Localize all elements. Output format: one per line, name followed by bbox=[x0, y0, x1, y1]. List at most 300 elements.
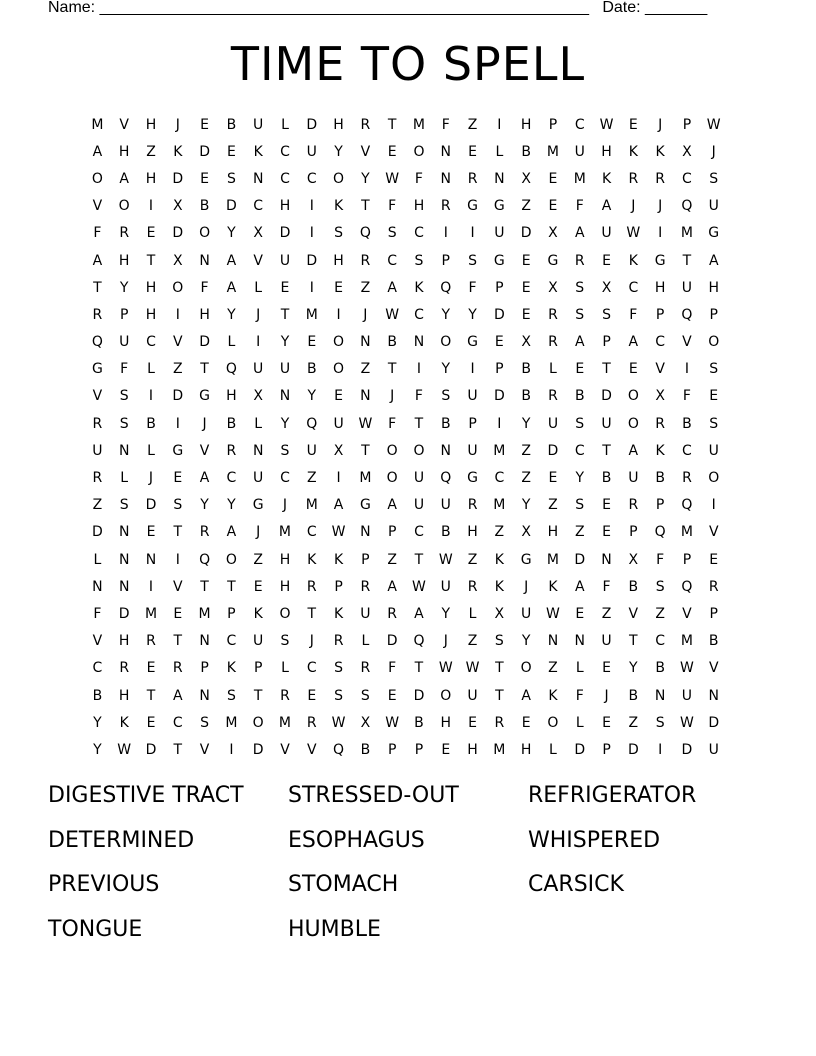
grid-letter: N bbox=[360, 388, 371, 405]
grid-letter: N bbox=[440, 170, 451, 187]
grid-letter: X bbox=[628, 551, 639, 568]
grid-letter: U bbox=[547, 415, 559, 432]
grid-letter: X bbox=[521, 170, 531, 187]
grid-letter: B bbox=[628, 687, 639, 704]
grid-letter: O bbox=[627, 388, 639, 405]
grid-letter: T bbox=[361, 442, 370, 459]
grid-letter: T bbox=[387, 116, 397, 133]
grid-letter: R bbox=[467, 578, 478, 595]
grid-letter: R bbox=[628, 497, 639, 514]
grid-letter: A bbox=[92, 252, 103, 269]
grid-letter: B bbox=[306, 361, 317, 378]
grid-letter: Q bbox=[681, 497, 693, 514]
grid-letter: P bbox=[495, 361, 504, 378]
grid-letter: R bbox=[306, 714, 317, 731]
grid-letter: R bbox=[467, 170, 478, 187]
grid-letter: F bbox=[200, 279, 209, 296]
grid-letter: H bbox=[333, 252, 344, 269]
grid-letter: G bbox=[199, 388, 211, 405]
grid-letter: K bbox=[494, 578, 504, 595]
grid-letter: C bbox=[387, 252, 398, 269]
grid-letter: E bbox=[334, 279, 343, 296]
grid-letter: D bbox=[574, 741, 586, 758]
grid-letter: Q bbox=[681, 198, 693, 215]
grid-letter: X bbox=[521, 524, 531, 541]
grid-letter: U bbox=[440, 497, 451, 514]
grid-letter: S bbox=[655, 714, 665, 731]
grid-letter: M bbox=[225, 714, 238, 731]
grid-letter: D bbox=[386, 633, 398, 650]
grid-letter: K bbox=[548, 687, 558, 704]
grid-letter: O bbox=[708, 470, 720, 487]
grid-letter: Y bbox=[227, 306, 236, 323]
grid-letter: G bbox=[493, 252, 505, 269]
grid-letter: U bbox=[708, 442, 719, 459]
grid-letter: R bbox=[146, 633, 156, 650]
grid-letter: J bbox=[175, 116, 180, 133]
grid-letter: E bbox=[628, 361, 638, 378]
grid-letter: C bbox=[92, 660, 103, 677]
grid-letter: U bbox=[413, 497, 425, 514]
grid-letter: Z bbox=[360, 279, 371, 296]
grid-letter: E bbox=[521, 279, 531, 296]
word-list-item: PREVIOUS bbox=[48, 872, 160, 897]
grid-letter: L bbox=[495, 143, 504, 160]
grid-letter: A bbox=[387, 497, 397, 514]
grid-letter: E bbox=[602, 714, 611, 731]
grid-letter: I bbox=[175, 306, 180, 323]
grid-letter: R bbox=[574, 252, 585, 269]
grid-letter: E bbox=[280, 279, 290, 296]
grid-letter: X bbox=[521, 334, 531, 351]
grid-letter: K bbox=[253, 605, 263, 622]
grid-letter: E bbox=[146, 714, 156, 731]
grid-letter: P bbox=[119, 306, 129, 323]
grid-letter: F bbox=[602, 578, 611, 595]
grid-letter: E bbox=[548, 470, 558, 487]
grid-letter: E bbox=[709, 551, 719, 568]
grid-letter: E bbox=[628, 116, 638, 133]
grid-letter: H bbox=[333, 116, 344, 133]
grid-letter: A bbox=[92, 143, 103, 160]
grid-letter: C bbox=[226, 470, 237, 487]
grid-letter: B bbox=[440, 524, 451, 541]
grid-letter: Y bbox=[441, 361, 451, 378]
grid-letter: T bbox=[414, 415, 424, 432]
grid-letter: K bbox=[548, 578, 558, 595]
grid-letter: F bbox=[656, 551, 665, 568]
grid-letter: P bbox=[682, 551, 692, 568]
grid-letter: V bbox=[92, 633, 103, 650]
grid-letter: F bbox=[120, 361, 129, 378]
grid-letter: R bbox=[360, 578, 371, 595]
word-list-item: ESOPHAGUS bbox=[288, 827, 425, 853]
grid-letter: M bbox=[546, 551, 559, 568]
grid-letter: X bbox=[655, 388, 665, 405]
grid-letter: G bbox=[708, 225, 720, 242]
grid-letter: O bbox=[279, 605, 291, 622]
grid-letter: G bbox=[467, 470, 478, 487]
grid-letter: Z bbox=[92, 497, 103, 514]
grid-letter: L bbox=[147, 361, 155, 378]
word-list bbox=[48, 774, 768, 952]
grid-letter: S bbox=[414, 252, 424, 269]
grid-letter: S bbox=[709, 361, 719, 378]
grid-letter: D bbox=[172, 170, 184, 187]
grid-letter: C bbox=[574, 442, 585, 459]
grid-letter: Z bbox=[548, 660, 558, 677]
grid-letter: Q bbox=[359, 225, 371, 242]
grid-letter: N bbox=[252, 442, 264, 459]
grid-letter: N bbox=[199, 252, 210, 269]
grid-letter: O bbox=[708, 334, 720, 351]
grid-letter: H bbox=[547, 524, 559, 541]
grid-letter: Q bbox=[91, 334, 103, 351]
grid-letter: E bbox=[602, 524, 611, 541]
grid-letter: B bbox=[655, 660, 665, 677]
grid-letter: R bbox=[306, 578, 317, 595]
grid-letter: R bbox=[655, 415, 665, 432]
grid-letter: W bbox=[117, 741, 132, 758]
grid-letter: R bbox=[119, 660, 130, 677]
grid-letter: B bbox=[440, 415, 451, 432]
grid-letter: H bbox=[145, 306, 157, 323]
grid-letter: T bbox=[93, 279, 102, 296]
word-list-item: STRESSED-OUT bbox=[288, 783, 459, 808]
grid-letter: E bbox=[494, 334, 504, 351]
grid-letter: C bbox=[280, 470, 290, 487]
grid-letter: O bbox=[413, 143, 425, 160]
grid-letter: T bbox=[387, 361, 397, 378]
grid-letter: S bbox=[173, 497, 183, 514]
grid-letter: O bbox=[252, 714, 264, 731]
grid-letter: C bbox=[414, 306, 424, 323]
grid-letter: H bbox=[467, 524, 478, 541]
word-list-item: CARSICK bbox=[528, 872, 624, 897]
grid-letter: Z bbox=[387, 551, 397, 568]
grid-letter: V bbox=[655, 361, 665, 378]
grid-letter: C bbox=[226, 633, 237, 650]
grid-letter: T bbox=[253, 687, 263, 704]
grid-letter: O bbox=[333, 170, 345, 187]
grid-letter: M bbox=[305, 497, 318, 514]
grid-letter: M bbox=[493, 741, 506, 758]
grid-letter: Y bbox=[521, 497, 531, 514]
grid-letter: E bbox=[521, 252, 531, 269]
grid-letter: S bbox=[709, 415, 719, 432]
grid-letter: H bbox=[440, 714, 452, 731]
grid-letter: Y bbox=[441, 605, 451, 622]
grid-letter: N bbox=[118, 524, 130, 541]
name-field-label: Name: _______________________________________________________ bbox=[48, 0, 589, 16]
grid-letter: D bbox=[252, 741, 264, 758]
grid-letter: Y bbox=[629, 660, 638, 677]
grid-letter: E bbox=[709, 388, 719, 405]
grid-letter: D bbox=[145, 741, 157, 758]
grid-letter: P bbox=[709, 605, 718, 622]
grid-letter: R bbox=[92, 470, 103, 487]
grid-letter: E bbox=[307, 687, 317, 704]
grid-letter: V bbox=[119, 116, 129, 133]
grid-letter: W bbox=[385, 170, 400, 187]
grid-letter: T bbox=[495, 660, 504, 677]
grid-letter: L bbox=[93, 551, 102, 568]
grid-letter: C bbox=[414, 524, 424, 541]
grid-letter: F bbox=[629, 306, 638, 323]
grid-letter: Q bbox=[225, 361, 237, 378]
grid-letter: E bbox=[173, 470, 183, 487]
grid-letter: K bbox=[333, 551, 344, 568]
grid-letter: Z bbox=[494, 524, 505, 541]
grid-letter: I bbox=[443, 225, 448, 242]
grid-letter: C bbox=[414, 225, 424, 242]
grid-letter: F bbox=[93, 605, 102, 622]
grid-letter: N bbox=[360, 524, 371, 541]
grid-letter: P bbox=[602, 334, 611, 351]
grid-letter: R bbox=[226, 442, 237, 459]
grid-letter: Y bbox=[521, 415, 531, 432]
grid-letter: B bbox=[226, 415, 237, 432]
grid-letter: K bbox=[253, 143, 263, 160]
grid-letter: B bbox=[226, 116, 237, 133]
grid-letter: U bbox=[521, 605, 532, 622]
grid-letter: D bbox=[413, 687, 425, 704]
grid-letter: S bbox=[441, 388, 451, 405]
grid-letter: X bbox=[333, 442, 344, 459]
grid-letter: B bbox=[146, 415, 156, 432]
grid-letter: Y bbox=[468, 306, 477, 323]
grid-letter: G bbox=[252, 497, 264, 514]
grid-letter: I bbox=[175, 415, 180, 432]
grid-letter: Z bbox=[467, 633, 478, 650]
grid-letter: D bbox=[145, 497, 157, 514]
grid-letter: M bbox=[278, 714, 292, 731]
grid-letter: W bbox=[438, 660, 453, 677]
grid-letter: U bbox=[708, 198, 719, 215]
grid-letter: C bbox=[280, 143, 290, 160]
grid-letter: U bbox=[467, 388, 478, 405]
grid-letter: F bbox=[388, 660, 397, 677]
grid-letter: C bbox=[682, 442, 692, 459]
grid-letter: Y bbox=[227, 497, 236, 514]
grid-letter: E bbox=[146, 524, 156, 541]
grid-letter: R bbox=[655, 170, 665, 187]
grid-letter: Q bbox=[681, 578, 693, 595]
grid-letter: R bbox=[92, 306, 103, 323]
grid-letter: A bbox=[574, 334, 585, 351]
grid-letter: J bbox=[256, 524, 261, 541]
grid-letter: E bbox=[602, 497, 611, 514]
grid-letter: F bbox=[93, 225, 102, 242]
grid-letter: V bbox=[280, 741, 290, 758]
grid-letter: D bbox=[199, 334, 210, 351]
grid-letter: S bbox=[468, 252, 477, 269]
grid-letter: H bbox=[118, 143, 130, 160]
grid-letter: N bbox=[654, 687, 666, 704]
grid-letter: E bbox=[548, 170, 558, 187]
grid-letter: U bbox=[440, 578, 451, 595]
grid-letter: O bbox=[627, 415, 639, 432]
grid-letter: S bbox=[494, 633, 504, 650]
grid-letter: U bbox=[306, 442, 317, 459]
grid-letter: V bbox=[199, 442, 210, 459]
grid-letter: J bbox=[202, 415, 207, 432]
grid-letter: B bbox=[521, 361, 531, 378]
grid-letter: Y bbox=[93, 741, 102, 758]
grid-letter: R bbox=[280, 687, 290, 704]
grid-letter: A bbox=[628, 442, 639, 459]
grid-letter: M bbox=[91, 116, 104, 133]
grid-letter: E bbox=[387, 687, 397, 704]
grid-letter: D bbox=[172, 388, 184, 405]
grid-letter: E bbox=[602, 252, 611, 269]
grid-letter: A bbox=[199, 470, 210, 487]
grid-letter: T bbox=[146, 687, 156, 704]
grid-letter: L bbox=[147, 442, 155, 459]
grid-letter: O bbox=[199, 225, 211, 242]
grid-letter: P bbox=[414, 741, 424, 758]
grid-letter: C bbox=[306, 170, 317, 187]
grid-letter: R bbox=[333, 633, 344, 650]
grid-letter: Q bbox=[199, 551, 211, 568]
grid-letter: S bbox=[602, 306, 611, 323]
grid-letter: U bbox=[574, 143, 585, 160]
grid-letter: T bbox=[200, 361, 209, 378]
grid-letter: C bbox=[280, 170, 290, 187]
grid-letter: L bbox=[549, 741, 557, 758]
grid-letter: E bbox=[173, 605, 183, 622]
grid-letter: X bbox=[253, 225, 263, 242]
grid-letter: U bbox=[681, 279, 693, 296]
grid-letter: D bbox=[118, 605, 130, 622]
grid-letter: B bbox=[601, 470, 612, 487]
grid-letter: A bbox=[119, 170, 129, 187]
grid-letter: U bbox=[413, 470, 425, 487]
grid-letter: Z bbox=[521, 442, 531, 459]
grid-letter: H bbox=[467, 741, 478, 758]
grid-letter: S bbox=[119, 415, 129, 432]
grid-letter: V bbox=[253, 252, 263, 269]
grid-letter: Y bbox=[227, 225, 236, 242]
grid-letter: F bbox=[468, 279, 477, 296]
grid-letter: V bbox=[173, 334, 183, 351]
grid-letter: P bbox=[602, 741, 611, 758]
grid-letter: S bbox=[119, 497, 129, 514]
grid-letter: N bbox=[145, 551, 157, 568]
grid-letter: I bbox=[309, 225, 314, 242]
grid-letter: H bbox=[654, 279, 666, 296]
grid-letter: R bbox=[440, 198, 451, 215]
grid-letter: Z bbox=[172, 361, 183, 378]
grid-letter: W bbox=[331, 714, 346, 731]
grid-letter: A bbox=[574, 225, 585, 242]
grid-letter: S bbox=[226, 687, 236, 704]
grid-letter: H bbox=[199, 306, 210, 323]
grid-letter: I bbox=[336, 470, 341, 487]
grid-letter: Y bbox=[280, 415, 290, 432]
grid-letter: B bbox=[708, 633, 719, 650]
grid-letter: U bbox=[681, 687, 693, 704]
grid-letter: Z bbox=[467, 551, 478, 568]
grid-letter: R bbox=[548, 388, 558, 405]
grid-letter: N bbox=[360, 334, 371, 351]
grid-letter: U bbox=[494, 225, 505, 242]
grid-letter: O bbox=[333, 361, 345, 378]
grid-letter: I bbox=[497, 116, 502, 133]
grid-letter: O bbox=[413, 442, 425, 459]
grid-letter: G bbox=[520, 551, 532, 568]
grid-letter: T bbox=[173, 633, 183, 650]
grid-letter: J bbox=[390, 388, 395, 405]
grid-letter: D bbox=[92, 524, 103, 541]
grid-letter: H bbox=[145, 279, 157, 296]
grid-letter: E bbox=[334, 388, 343, 405]
grid-letter: E bbox=[575, 361, 585, 378]
grid-letter: K bbox=[655, 143, 665, 160]
grid-letter: M bbox=[198, 605, 211, 622]
grid-letter: E bbox=[146, 225, 156, 242]
grid-letter: F bbox=[414, 170, 423, 187]
grid-letter: Y bbox=[441, 306, 451, 323]
grid-letter: R bbox=[119, 225, 130, 242]
grid-letter: A bbox=[708, 252, 719, 269]
grid-letter: D bbox=[306, 252, 318, 269]
grid-letter: S bbox=[280, 442, 290, 459]
grid-letter: N bbox=[92, 578, 103, 595]
grid-letter: X bbox=[548, 279, 558, 296]
grid-letter: N bbox=[118, 551, 130, 568]
grid-letter: L bbox=[281, 116, 289, 133]
grid-letter: H bbox=[145, 116, 157, 133]
grid-letter: M bbox=[680, 524, 693, 541]
grid-letter: G bbox=[467, 334, 478, 351]
grid-letter: E bbox=[441, 741, 451, 758]
grid-letter: A bbox=[521, 687, 531, 704]
grid-letter: Y bbox=[521, 633, 531, 650]
grid-letter: H bbox=[279, 578, 291, 595]
grid-letter: E bbox=[226, 143, 236, 160]
grid-letter: T bbox=[682, 252, 692, 269]
grid-letter: V bbox=[708, 660, 719, 677]
grid-letter: O bbox=[386, 470, 398, 487]
grid-letter: Y bbox=[93, 714, 102, 731]
grid-letter: V bbox=[682, 334, 692, 351]
grid-letter: K bbox=[226, 660, 236, 677]
grid-letter: R bbox=[628, 170, 639, 187]
grid-letter: E bbox=[146, 660, 156, 677]
grid-letter: K bbox=[628, 252, 638, 269]
grid-letter: Z bbox=[574, 524, 585, 541]
grid-letter: E bbox=[521, 306, 531, 323]
grid-letter: T bbox=[146, 252, 156, 269]
grid-letter: I bbox=[711, 497, 716, 514]
grid-letter: P bbox=[441, 252, 450, 269]
grid-letter: E bbox=[387, 143, 397, 160]
grid-letter: J bbox=[363, 306, 368, 323]
grid-letter: Z bbox=[601, 605, 612, 622]
grid-letter: C bbox=[655, 334, 666, 351]
grid-letter: Z bbox=[306, 470, 317, 487]
grid-letter: O bbox=[118, 198, 130, 215]
grid-letter: U bbox=[92, 442, 103, 459]
grid-letter: A bbox=[387, 279, 397, 296]
grid-letter: O bbox=[440, 687, 452, 704]
grid-letter: X bbox=[548, 225, 558, 242]
grid-letter: H bbox=[708, 279, 719, 296]
grid-letter: H bbox=[118, 252, 130, 269]
grid-letter: M bbox=[359, 470, 372, 487]
grid-letter: S bbox=[575, 306, 585, 323]
